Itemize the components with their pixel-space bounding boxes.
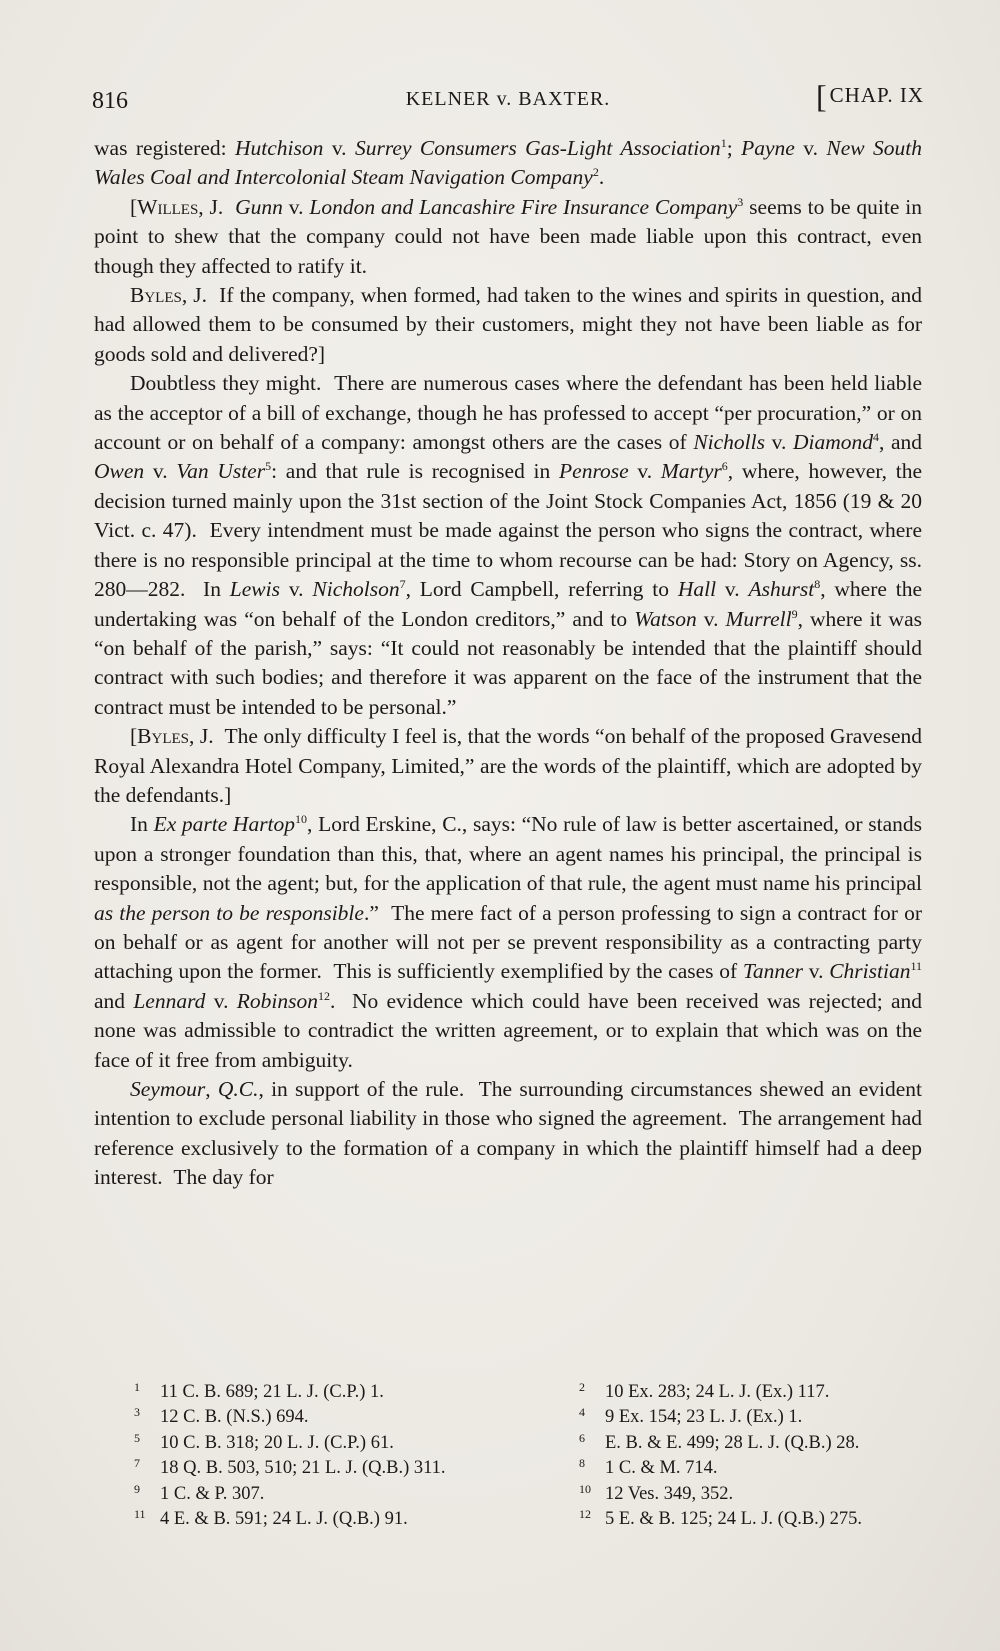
footnote: 6 E. B. & E. 499; 28 L. J. (Q.B.) 28. [579, 1430, 860, 1453]
footnote: 7 18 Q. B. 503, 510; 21 L. J. (Q.B.) 311. [134, 1456, 446, 1479]
paragraph: [Byles, J. The only difficulty I feel is, that the words “on behalf of the proposed Gravesend Royal Alexandra Hotel Company, Limited,” are the words of the plaintiff, which are adopted by the defendants.] [94, 724, 922, 807]
footnote: 12 5 E. & B. 125; 24 L. J. (Q.B.) 275. [579, 1507, 862, 1530]
footnote: 5 10 C. B. 318; 20 L. J. (C.P.) 61. [134, 1430, 394, 1453]
footnotes [134, 1380, 934, 1532]
paragraph: In Ex parte Hartop$^{10}$, Lord Erskine, C., says: “No rule of law is better ascertained, or stands upon a stronger foundation than this, that, where an agent names his principal, the principal is responsible, not the agent; but, for the application of that rule, the agent must name his principal as the person to be responsible.” The mere fact of a person professing to sign a contract for or on behalf or as agent for another will not per se prevent responsibility as a contracting party attaching upon the former. This is sufficiently exemplified by the cases of Tanner v. Christian$^{11}$ and Lennard v. Robinson$^{12}$. No evidence which could have been received was rejected; and none was admissible to contradict the written agreement, or to explain that which was on the face of it free from ambiguity. [94, 812, 923, 1072]
running-header [92, 76, 924, 116]
paragraph: [Willes, J. Gunn v. London and Lancashire Fire Insurance Company$^3$ seems to be quite in point to shew that the company could not have been made liable upon this contract, even though they affected to ratify it. [94, 194, 922, 278]
footnote: 3 12 C. B. (N.S.) 694. [134, 1405, 309, 1428]
footnote: 1 11 C. B. 689; 21 L. J. (C.P.) 1. [134, 1380, 384, 1402]
footnote: 4 9 Ex. 154; 23 L. J. (Ex.) 1. [579, 1405, 803, 1428]
footnote: 8 1 C. & M. 714. [579, 1456, 718, 1479]
footnote: 9 1 C. & P. 307. [134, 1481, 265, 1504]
running-title: KELNER v. BAXTER. [405, 88, 611, 110]
chapter-label: [CHAP. IX [815, 78, 924, 114]
footnote: 2 10 Ex. 283; 24 L. J. (Ex.) 117. [579, 1380, 830, 1402]
footnote: 10 12 Ves. 349, 352. [579, 1481, 734, 1504]
paragraph: Byles, J. If the company, when formed, had taken to the wines and spirits in question, and had allowed them to be consumed by their customers, might they not have been liable as for goods sold and delivered?] [94, 283, 922, 366]
body-text [94, 134, 922, 1193]
paragraph: was registered: Hutchison v. Surrey Consumers Gas-Light Association$^1$; Payne v. New South Wales Coal and Intercolonial Steam Navigation Company$^2$. [94, 136, 923, 190]
page-number: 816 [92, 88, 128, 114]
paragraph: Doubtless they might. There are numerous cases where the defendant has been held liable as the acceptor of a bill of exchange, though he has professed to accept “per procuration,” or on account or on behalf of a company: amongst others are the cases of Nicholls v. Diamond$^4$, and Owen v. Van Uster$^5$: and that rule is recognised in Penrose v. Martyr$^6$, where, however, the decision turned mainly upon the 31st section of the Joint Stock Companies Act, 1856 (19 & 20 Vict. c. 47). Every intendment must be made against the person who signs the contract, where there is no responsible principal at the time to whom recourse can be had: Story on Agency, ss. 280—282. In Lewis v. Nicholson$^7$, Lord Campbell, referring to Hall v. Ashurst$^8$, where the undertaking was “on behalf of the London creditors,” and to Watson v. Murrell$^9$, where it was “on behalf of the parish,” says: “It could not reasonably be intended that the plaintiff should contract with such bodies; and therefore it was apparent on the face of the instrument that the contract must be intended to be personal.” [94, 371, 923, 719]
footnote: 11 4 E. & B. 591; 24 L. J. (Q.B.) 91. [134, 1507, 408, 1530]
paragraph: Seymour, Q.C., in support of the rule. The surrounding circumstances shewed an evident intention to exclude personal liability in those who signed the agreement. The arrangement had reference exclusively to the formation of a company in which the plaintiff himself had a deep interest. The day for [94, 1077, 922, 1190]
